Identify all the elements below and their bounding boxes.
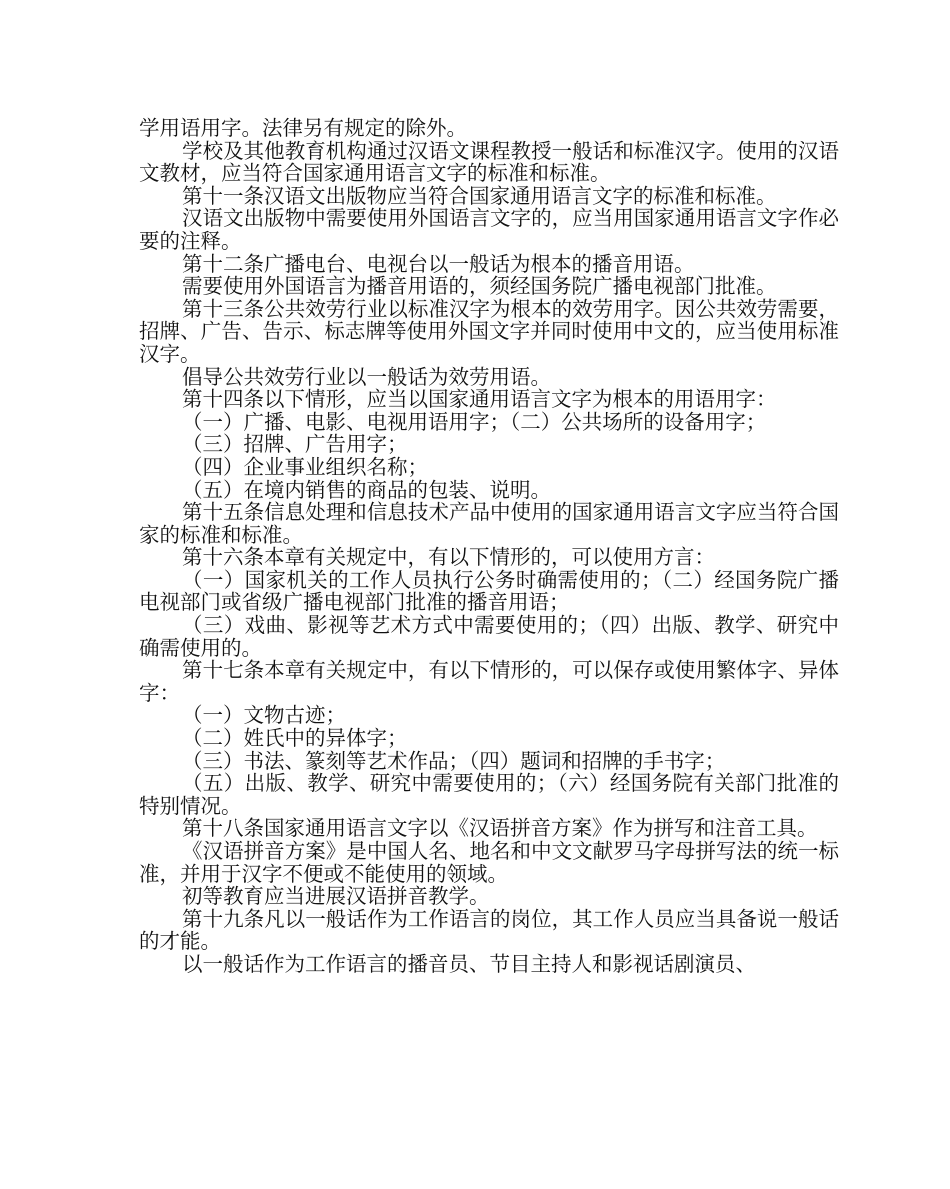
paragraph: （一）广播、电影、电视用语用字；（二）公共场所的设备用字； xyxy=(182,409,767,434)
paragraph: 第十二条广播电台、电视台以一般话为根本的播音用语。 xyxy=(182,251,695,276)
paragraph: 汉语文出版物中需要使用外国语言文字的，应当用国家通用语言文字作必要的注释。 xyxy=(139,206,839,253)
paragraph: （一）国家机关的工作人员执行公务时确需使用的；（二）经国务院广播电视部门或省级广播电视部门批准的播音用语； xyxy=(139,567,839,615)
paragraph: （四）企业事业组织名称； xyxy=(182,454,429,479)
paragraph: 第十六条本章有关规定中，有以下情形的，可以使用方言： xyxy=(182,545,716,570)
paragraph: 第十七条本章有关规定中，有以下情形的，可以保存或使用繁体字、异体字： xyxy=(139,658,839,705)
paragraph: 第十九条凡以一般话作为工作语言的岗位，其工作人员应当具备说一般话的才能。 xyxy=(139,906,839,954)
paragraph: 第十三条公共效劳行业以标准汉字为根本的效劳用字。因公共效劳需要，招牌、广告、告示、标志牌等使用外国文字并同时使用中文的，应当使用标准汉字。 xyxy=(139,296,839,366)
paragraph: （三）书法、篆刻等艺术作品；（四）题词和招牌的手书字； xyxy=(182,748,726,773)
paragraph: 《汉语拼音方案》是中国人名、地名和中文文献罗马字母拼写法的统一标准，并用于汉字不便或不能使用的领域。 xyxy=(139,839,839,886)
body-text xyxy=(139,117,839,976)
paragraph: 需要使用外国语言为播音用语的，须经国务院广播电视部门批准。 xyxy=(182,274,777,299)
paragraph: （五）在境内销售的商品的包装、说明。 xyxy=(182,477,552,502)
paragraph: 第十五条信息处理和信息技术产品中使用的国家通用语言文字应当符合国家的标准和标准。 xyxy=(139,500,839,547)
paragraph: 以一般话作为工作语言的播音员、节目主持人和影视话剧演员、 xyxy=(182,951,757,976)
paragraph: （三）戏曲、影视等艺术方式中需要使用的；（四）出版、教学、研究中确需使用的。 xyxy=(139,613,839,660)
paragraph: （一）文物古迹； xyxy=(182,703,347,728)
paragraph: 第十一条汉语文出版物应当符合国家通用语言文字的标准和标准。 xyxy=(182,183,777,208)
paragraph: 倡导公共效劳行业以一般话为效劳用语。 xyxy=(182,364,552,389)
paragraph: 第十八条国家通用语言文字以《汉语拼音方案》作为拼写和注音工具。 xyxy=(182,816,818,841)
paragraph: （二）姓氏中的异体字； xyxy=(182,726,408,751)
paragraph: （三）招牌、广告用字； xyxy=(182,432,408,457)
paragraph: 学用语用字。法律另有规定的除外。 xyxy=(139,116,467,140)
paragraph: （五）出版、教学、研究中需要使用的；（六）经国务院有关部门批准的特别情况。 xyxy=(139,771,839,818)
paragraph: 学校及其他教育机构通过汉语文课程教授一般话和标准汉字。使用的汉语文教材，应当符合国家通用语言文字的标准和标准。 xyxy=(139,138,839,186)
paragraph: 第十四条以下情形，应当以国家通用语言文字为根本的用语用字： xyxy=(182,387,777,412)
paragraph: 初等教育应当进展汉语拼音教学。 xyxy=(182,884,490,909)
